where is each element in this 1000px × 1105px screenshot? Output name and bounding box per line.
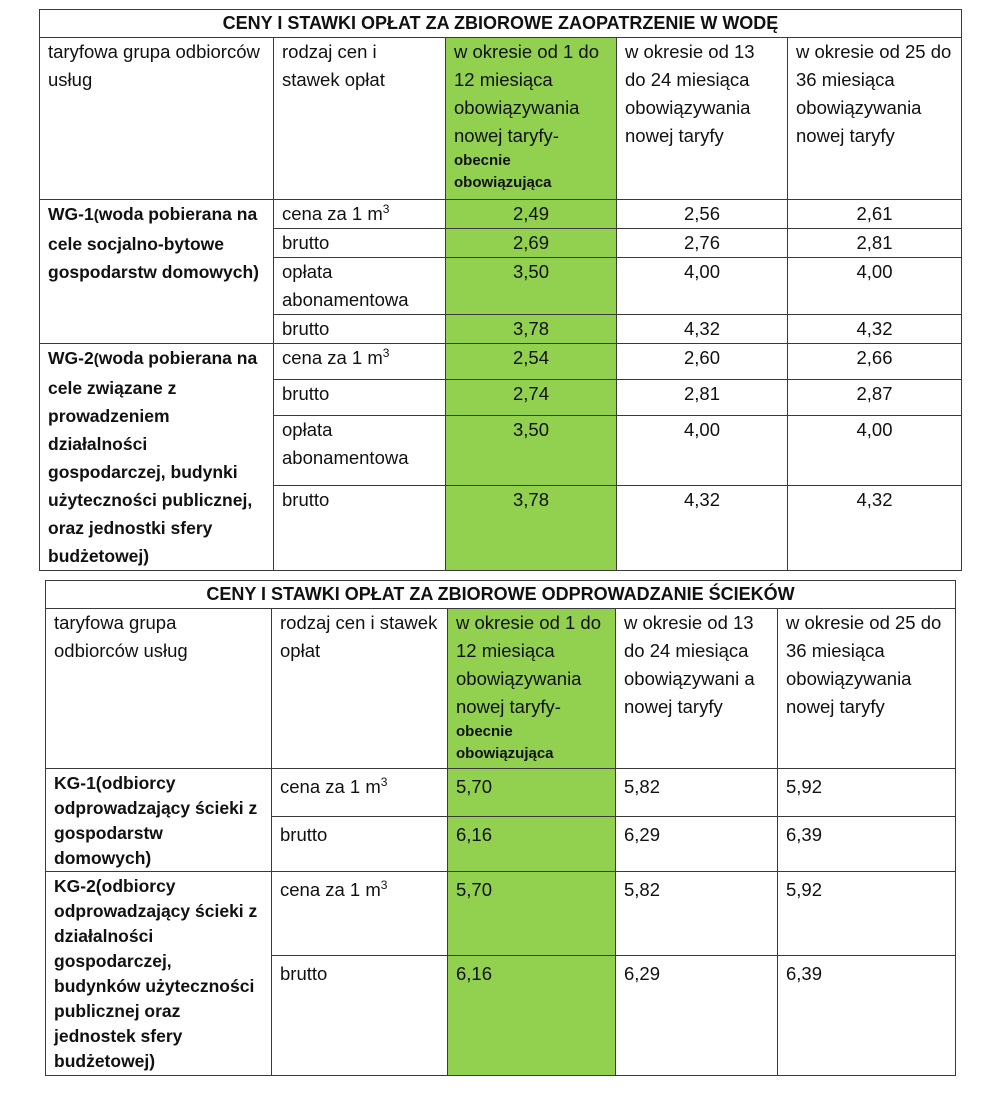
value-p2: 2,60 bbox=[617, 344, 788, 380]
value-p1: 3,50 bbox=[446, 258, 617, 315]
value-p2: 6,29 bbox=[616, 956, 778, 1076]
row-type-text: cena za 1 m bbox=[282, 203, 383, 224]
value-p3: 4,00 bbox=[788, 415, 962, 485]
value-p1: 3,78 bbox=[446, 486, 617, 571]
superscript: 3 bbox=[382, 346, 390, 360]
table-row bbox=[46, 872, 956, 956]
row-type: opłata abonamentowa bbox=[274, 415, 446, 485]
group-kg1: KG-1(odbiorcy odprowadzający ścieki z gospodarstw domowych) bbox=[46, 769, 272, 872]
value-p2: 4,00 bbox=[617, 415, 788, 485]
value-p2: 6,29 bbox=[616, 817, 778, 872]
row-type: brutto bbox=[274, 379, 446, 415]
value-p2: 5,82 bbox=[616, 872, 778, 956]
header-type: rodzaj cen i stawek opłat bbox=[274, 38, 446, 200]
row-type: brutto bbox=[274, 229, 446, 258]
header-period-3: w okresie od 25 do 36 miesiąca obowiązywania nowej taryfy bbox=[788, 38, 962, 200]
value-p3: 4,32 bbox=[788, 486, 962, 571]
header-period-1 bbox=[448, 609, 616, 769]
header-group: taryfowa grupa odbiorców usług bbox=[40, 38, 274, 200]
header-period-3: w okresie od 25 do 36 miesiąca obowiązywania nowej taryfy bbox=[778, 609, 956, 769]
group-code: WG-2 bbox=[48, 348, 94, 368]
header-period-1-note: obecnie obowiązująca bbox=[454, 152, 552, 191]
value-p2: 4,32 bbox=[617, 486, 788, 571]
value-p1: 3,78 bbox=[446, 315, 617, 344]
group-wg2 bbox=[40, 344, 274, 571]
value-p3: 2,87 bbox=[788, 379, 962, 415]
header-period-1-text: w okresie od 1 do 12 miesiąca obowiązywania nowej taryfy- bbox=[454, 41, 600, 146]
water-table-title: CENY I STAWKI OPŁAT ZA ZBIOROWE ZAOPATRZENIE W WODĘ bbox=[40, 10, 962, 38]
value-p3: 4,32 bbox=[788, 315, 962, 344]
sewage-table-title: CENY I STAWKI OPŁAT ZA ZBIOROWE ODPROWADZANIE ŚCIEKÓW bbox=[46, 581, 956, 609]
row-type-text: cena za 1 m bbox=[280, 879, 381, 900]
row-type bbox=[272, 872, 448, 956]
group-paren: ( bbox=[93, 207, 99, 224]
value-p1: 5,70 bbox=[448, 872, 616, 956]
value-p2: 4,32 bbox=[617, 315, 788, 344]
row-type: brutto bbox=[272, 956, 448, 1076]
value-p3: 5,92 bbox=[778, 872, 956, 956]
row-type: brutto bbox=[274, 486, 446, 571]
group-wg1 bbox=[40, 200, 274, 344]
row-type-text: cena za 1 m bbox=[282, 347, 383, 368]
sewage-tariff-table bbox=[45, 580, 956, 1076]
value-p3: 6,39 bbox=[778, 956, 956, 1076]
header-period-2: w okresie od 13 do 24 miesiąca obowiązywania nowej taryfy bbox=[617, 38, 788, 200]
value-p1: 2,49 bbox=[446, 200, 617, 229]
value-p1: 2,69 bbox=[446, 229, 617, 258]
row-type bbox=[274, 200, 446, 229]
group-code: WG-1 bbox=[48, 204, 94, 224]
value-p1: 2,54 bbox=[446, 344, 617, 380]
value-p1: 5,70 bbox=[448, 769, 616, 817]
value-p2: 5,82 bbox=[616, 769, 778, 817]
row-type-text: cena za 1 m bbox=[280, 776, 381, 797]
value-p2: 2,81 bbox=[617, 379, 788, 415]
value-p1: 6,16 bbox=[448, 817, 616, 872]
water-tariff-table bbox=[39, 9, 962, 571]
header-row bbox=[46, 609, 956, 769]
row-type: brutto bbox=[274, 315, 446, 344]
value-p3: 2,61 bbox=[788, 200, 962, 229]
row-type bbox=[272, 769, 448, 817]
header-row bbox=[40, 38, 962, 200]
group-kg2: KG-2(odbiorcy odprowadzający ścieki z działalności gospodarczej, budynków użyteczności publicznej oraz jednostek sfery budżetowej) bbox=[46, 872, 272, 1076]
group-desc: woda pobierana na cele związane z prowadzeniem działalności gospodarczej, budynki użyteczności publicznej, oraz jednostki sfery budżetowej) bbox=[48, 348, 258, 566]
value-p1: 3,50 bbox=[446, 415, 617, 485]
row-type bbox=[274, 344, 446, 380]
header-period-1-text: w okresie od 1 do 12 miesiąca obowiązywania nowej taryfy- bbox=[456, 612, 602, 717]
superscript: 3 bbox=[380, 775, 388, 789]
row-type: opłata abonamentowa bbox=[274, 258, 446, 315]
value-p2: 2,56 bbox=[617, 200, 788, 229]
header-period-2: w okresie od 13 do 24 miesiąca obowiązywani a nowej taryfy bbox=[616, 609, 778, 769]
value-p3: 2,66 bbox=[788, 344, 962, 380]
value-p3: 2,81 bbox=[788, 229, 962, 258]
value-p3: 6,39 bbox=[778, 817, 956, 872]
value-p2: 4,00 bbox=[617, 258, 788, 315]
value-p3: 4,00 bbox=[788, 258, 962, 315]
superscript: 3 bbox=[380, 878, 388, 892]
group-desc: woda pobierana na cele socjalno-bytowe gospodarstw domowych) bbox=[48, 204, 259, 282]
header-type: rodzaj cen i stawek opłat bbox=[272, 609, 448, 769]
table-row bbox=[40, 344, 962, 380]
superscript: 3 bbox=[382, 202, 390, 216]
header-period-1-note: obecnie obowiązująca bbox=[456, 723, 554, 762]
group-paren: ( bbox=[93, 351, 99, 368]
table-row bbox=[46, 769, 956, 817]
value-p1: 2,74 bbox=[446, 379, 617, 415]
value-p3: 5,92 bbox=[778, 769, 956, 817]
header-group: taryfowa grupa odbiorców usług bbox=[46, 609, 272, 769]
value-p2: 2,76 bbox=[617, 229, 788, 258]
value-p1: 6,16 bbox=[448, 956, 616, 1076]
table-row bbox=[40, 200, 962, 229]
row-type: brutto bbox=[272, 817, 448, 872]
header-period-1 bbox=[446, 38, 617, 200]
